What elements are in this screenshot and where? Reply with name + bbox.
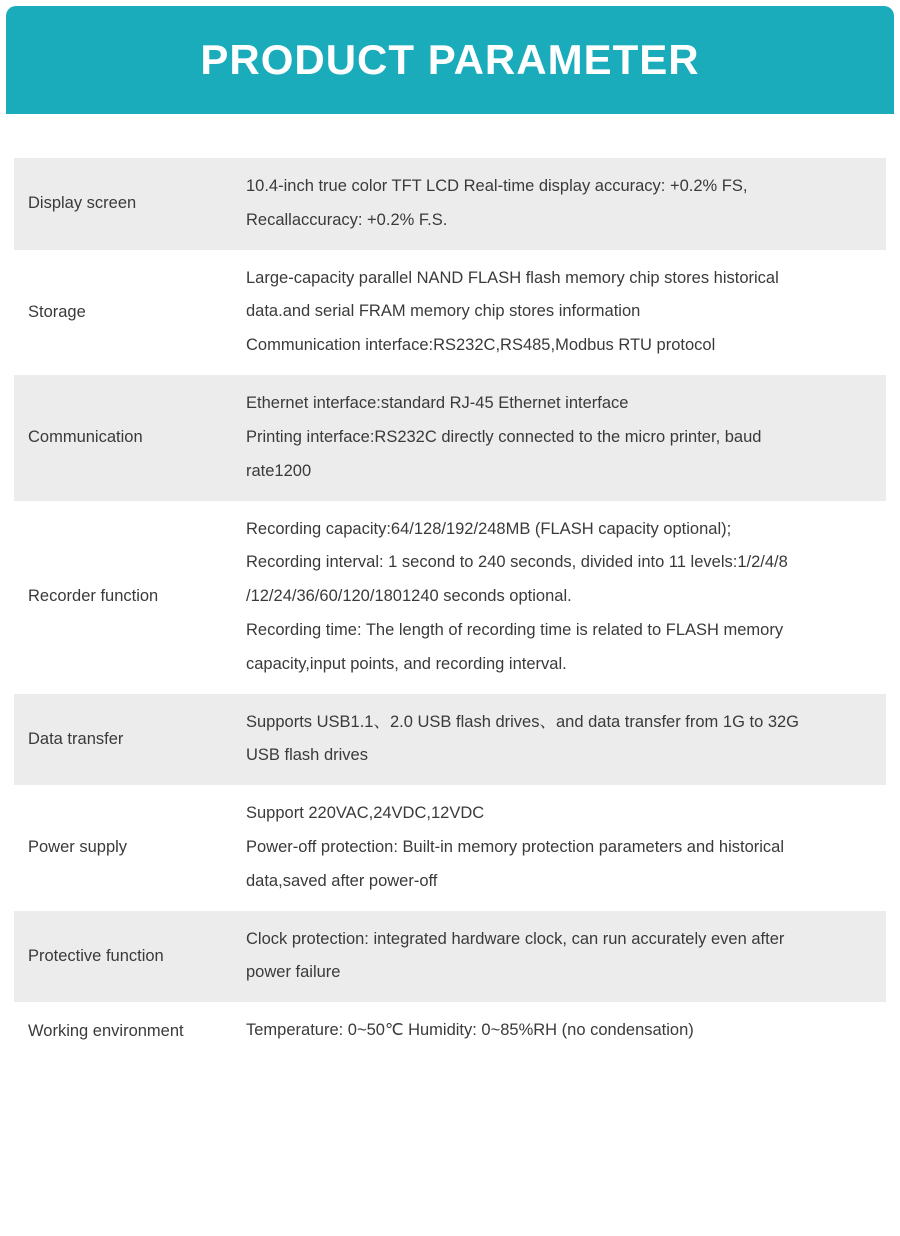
spec-value-line: Clock protection: integrated hardware clock, can run accurately even after	[246, 929, 785, 948]
spec-value-line: capacity,input points, and recording interval.	[246, 654, 567, 673]
spec-value-line: power failure	[246, 963, 341, 982]
spec-value	[232, 250, 886, 375]
table-row	[14, 1002, 886, 1060]
spec-value-line: Ethernet interface:standard RJ-45 Ethernet interface	[246, 394, 629, 413]
table-row	[14, 694, 886, 786]
spec-value	[232, 1002, 886, 1060]
page-header-banner	[6, 6, 894, 114]
spec-value-line: Supports USB1.1、2.0 USB flash drives、and data transfer from 1G to 32G	[246, 712, 800, 731]
spec-value-line: Recording time: The length of recording time is related to FLASH memory	[246, 620, 784, 639]
spec-value-line: Recording capacity:64/128/192/248MB (FLASH capacity optional);	[246, 519, 732, 538]
spec-label: Storage	[14, 250, 232, 375]
spec-value-line: Temperature: 0~50℃ Humidity: 0~85%RH (no condensation)	[246, 1021, 694, 1040]
page-title: PRODUCT PARAMETER	[200, 36, 700, 83]
spec-value	[232, 785, 886, 910]
specification-table	[14, 158, 886, 1060]
spec-label: Display screen	[14, 158, 232, 250]
table-row	[14, 250, 886, 375]
table-row	[14, 158, 886, 250]
spec-label: Working environment	[14, 1002, 232, 1060]
spec-value-line: Printing interface:RS232C directly connected to the micro printer, baud	[246, 427, 762, 446]
spec-value-line: rate1200	[246, 461, 312, 480]
table-row	[14, 785, 886, 910]
specification-table-body	[14, 158, 886, 1060]
spec-label: Protective function	[14, 911, 232, 1003]
spec-label: Recorder function	[14, 501, 232, 694]
spec-value-line: Power-off protection: Built-in memory protection parameters and historical	[246, 838, 785, 856]
table-row	[14, 911, 886, 1003]
spec-value-line: /12/24/36/60/120/1801240 seconds optional.	[246, 587, 572, 606]
spec-value-line: USB flash drives	[246, 746, 368, 765]
spec-value-line: data,saved after power-off	[246, 871, 438, 890]
table-row	[14, 375, 886, 500]
spec-label: Data transfer	[14, 694, 232, 786]
spec-value-line: 10.4-inch true color TFT LCD Real-time display accuracy: +0.2% FS,	[246, 177, 748, 195]
spec-label: Communication	[14, 375, 232, 500]
spec-value	[232, 375, 886, 500]
spec-value-line: Recallaccuracy: +0.2% F.S.	[246, 210, 448, 229]
spec-value	[232, 911, 886, 1003]
spec-label: Power supply	[14, 785, 232, 910]
spec-value-line: Support 220VAC,24VDC,12VDC	[246, 804, 485, 823]
spec-value	[232, 694, 886, 786]
spec-value-line: Large-capacity parallel NAND FLASH flash memory chip stores historical	[246, 268, 779, 287]
spec-value-line: Communication interface:RS232C,RS485,Modbus RTU protocol	[246, 336, 716, 355]
spec-value-line: data.and serial FRAM memory chip stores information	[246, 302, 641, 321]
table-row	[14, 501, 886, 694]
product-parameter-page	[0, 6, 900, 1236]
spec-value-line: Recording interval: 1 second to 240 seconds, divided into 11 levels:1/2/4/8	[246, 553, 788, 572]
spec-value	[232, 158, 886, 250]
spec-value	[232, 501, 886, 694]
